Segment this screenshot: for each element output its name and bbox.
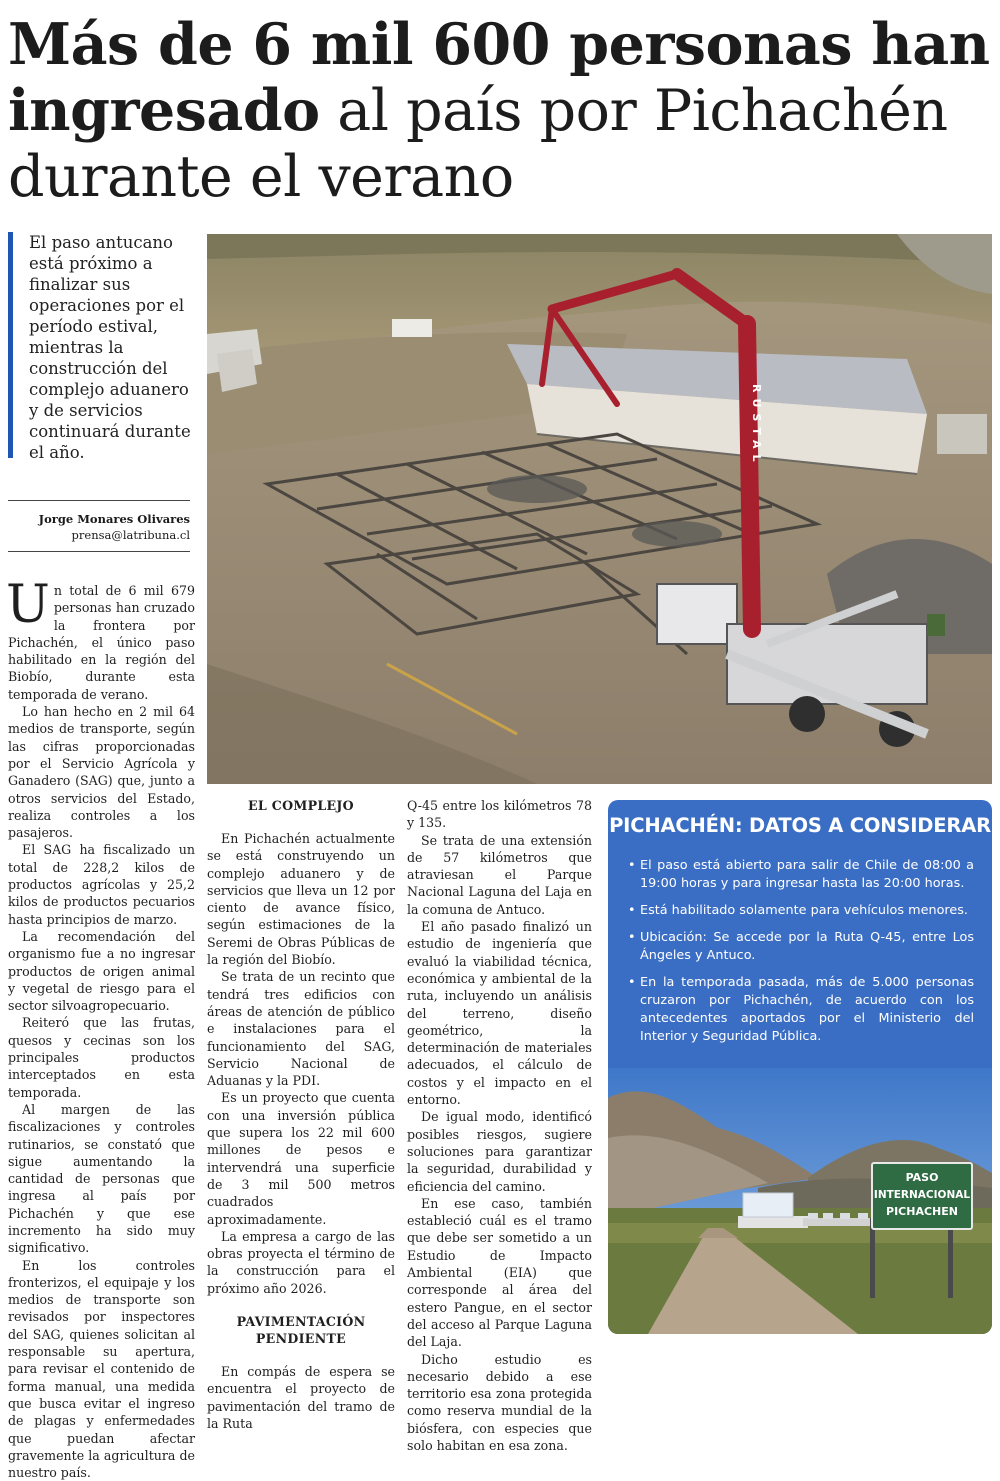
article-paragraph: Se trata de una extensión de 57 kilómetros que atraviesan el Parque Nacional Laguna del Laja en la comuna de Antuco.	[407, 832, 592, 917]
sign-line1: PASO	[905, 1171, 939, 1184]
article-column-3	[407, 797, 592, 1454]
headline-line2-rest: al país por Pichachén	[319, 78, 948, 144]
headline-line3: durante el verano	[8, 144, 514, 210]
article-paragraph: En los controles fronterizos, el equipaje y los medios de transporte son revisados por inspectores del SAG, quienes solicitan al responsable su apertura, para revisar el contenido de forma manual, una medida que busca evitar el ingreso de plagas y enfermedades que puedan afectar gravemente la agricultura de nuestro país.	[8, 1257, 195, 1481]
author-email: prensa@latribuna.cl	[71, 528, 190, 542]
article-paragraph: En ese caso, también estableció cuál es el tramo que debe ser sometido a un Estudio de Impacto Ambiental (EIA) que corresponde al área del estero Pangue, en el sector del acceso al Parque Laguna del Laja.	[407, 1195, 592, 1350]
sign-line3: PICHACHEN	[886, 1205, 958, 1218]
section-subhead: EL COMPLEJO	[248, 798, 354, 813]
author-name: Jorge Monares Olivares	[38, 512, 190, 526]
section-subhead: PAVIMENTACIÓN PENDIENTE	[236, 1314, 366, 1347]
article-paragraph: Reiteró que las frutas, quesos y cecinas son los principales productos interceptados en esta temporada.	[8, 1015, 195, 1100]
info-box-item: • Está habilitado solamente para vehículos menores.	[628, 902, 974, 920]
article-paragraph: Al margen de las fiscalizaciones y controles rutinarios, se constató que sigue aumentando la cantidad de personas que ingresa al país por Pichachén y que ese incremento ha sido muy significativo.	[8, 1101, 195, 1256]
byline	[8, 500, 190, 552]
article-paragraph: De igual modo, identificó posibles riesgos, sugiere soluciones para garantizar la seguridad, durabilidad y eficiencia del camino.	[407, 1109, 592, 1194]
headline-line1: Más de 6 mil 600 personas han	[8, 11, 990, 78]
headline-bold-word: ingresado	[8, 77, 320, 144]
border-road-photo	[608, 1068, 992, 1334]
article-column-1	[6, 575, 195, 1481]
info-box-item: • En la temporada pasada, más de 5.000 personas cruzaron por Pichachén, de acuerdo con los antecedentes aportados por el Ministerio del Interior y Seguridad Pública.	[628, 974, 974, 1046]
article-paragraph: Lo han hecho en 2 mil 64 medios de transporte, según las cifras proporcionadas por el Servicio Agrícola y Ganadero (SAG) que, junto a otros servicios del Estado, realiza controles a los pasajeros.	[8, 704, 195, 841]
article-column-2	[207, 797, 395, 1432]
info-box-list	[608, 857, 992, 1046]
article-paragraph: En Pichachén actualmente se está construyendo un complejo aduanero y de servicios que lleva un 12 por ciento de avance físico, según estimaciones de la Seremi de Obras Públicas de la región del Biobío.	[207, 831, 395, 968]
drop-cap: U	[6, 575, 50, 635]
info-box-title: PICHACHÉN: DATOS A CONSIDERAR	[609, 814, 991, 837]
article-paragraph: La empresa a cargo de las obras proyecta el término de la construcción para el próximo año 2026.	[207, 1228, 395, 1296]
article-paragraph: La recomendación del organismo fue a no ingresar productos de origen animal y vegetal de riesgo para el sector silvoagropecuario.	[8, 928, 195, 1014]
info-box-item: • El paso está abierto para salir de Chile de 08:00 a 19:00 horas y para ingresar hasta las 20:00 horas.	[628, 857, 974, 893]
info-box-item: • Ubicación: Se accede por la Ruta Q-45, entre Los Ángeles y Antuco.	[628, 929, 974, 965]
article-paragraph: Dicho estudio es necesario debido a ese territorio esa zona protegida como reserva mundial de la biósfera, con especies que solo habitan en esa zona.	[407, 1351, 592, 1453]
article-paragraph: Es un proyecto que cuenta con una inversión pública que supera los 22 mil 600 millones de pesos e intervendrá una superficie de 3 mil 500 metros cuadrados aproximadamente.	[207, 1090, 395, 1227]
article-paragraph: El año pasado finalizó un estudio de ingeniería que evaluó la viabilidad técnica, económica y ambiental de la ruta, incluyendo un análisis del terreno, diseño geométrico, la determinación de materiales adecuados, el cálculo de costos y el impacto en el entorno.	[407, 919, 592, 1108]
crane-label: RUSTAL	[750, 384, 763, 468]
article-deck: El paso antucano está próximo a finalizar sus operaciones por el período estival, mientras la construcción del complejo aduanero y de servicios continuará durante el año.	[8, 232, 193, 458]
article-paragraph: El SAG ha fiscalizado un total de 228,2 kilos de productos agrícolas y 25,2 kilos de productos pecuarios hasta principios de marzo.	[8, 842, 195, 927]
article-paragraph: Se trata de un recinto que tendrá tres edificios con áreas de atención de público e instalaciones para el funcionamiento del SAG, Servicio Nacional de Aduanas y la PDI.	[207, 969, 395, 1089]
sign-line2: INTERNACIONAL	[873, 1189, 971, 1201]
article-paragraph	[6, 575, 195, 703]
article-paragraph-text: n total de 6 mil 679 personas han cruzado la frontera por Pichachén, el único paso habilitado en la región del Biobío, durante esta temporada de verano.	[8, 583, 195, 702]
headline	[8, 12, 993, 210]
construction-photo	[207, 234, 992, 784]
article-paragraph: En compás de espera se encuentra el proyecto de pavimentación del tramo de la Ruta	[207, 1364, 395, 1431]
article-paragraph: Q-45 entre los kilómetros 78 y 135.	[407, 798, 592, 831]
info-box	[608, 800, 992, 1334]
